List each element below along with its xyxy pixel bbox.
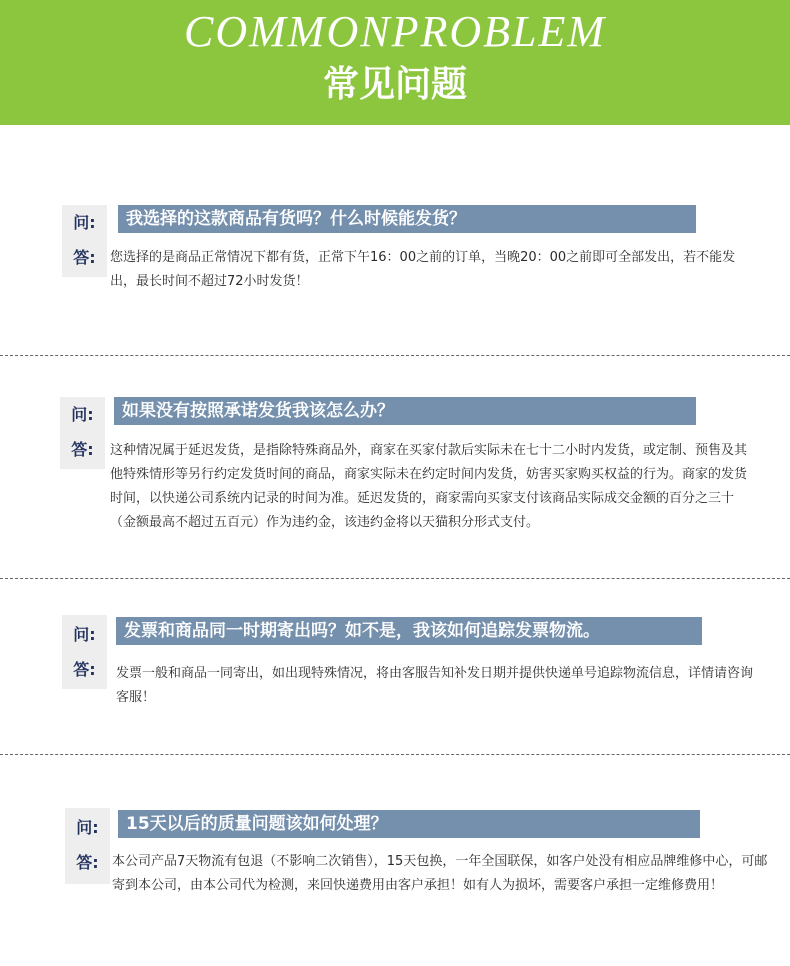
qa-badge	[65, 808, 110, 884]
faq-answer-3: 发票一般和商品一同寄出，如出现特殊情况，将由客服告知补发日期并提供快递单号追踪物流信息，详情请咨询客服！	[116, 666, 754, 705]
dashed-divider	[0, 355, 790, 356]
answer-label: 答:	[76, 853, 99, 872]
faq-answer-1: 您选择的是商品正常情况下都有货，正常下午16：00之前的订单，当晚20：00之前即可全部发出，若不能发出，最长时间不超过72小时发货！	[110, 250, 736, 289]
answer-label: 答:	[73, 248, 96, 267]
faq-answer-2: 这种情况属于延迟发货，是指除特殊商品外，商家在买家付款后实际未在七十二小时内发货，或定制、预售及其他特殊情形等另行约定发货时间的商品，商家实际未在约定时间内发货，妨害买家购买权益的行为。商家的发货时间，以快递公司系统内记录的时间为准。延迟发货的，商家需向买家支付该商品实际成交金额的百分之三十（金额最高不超过五百元）作为违约金，该违约金将以天猫积分形式支付。	[110, 443, 748, 530]
qa-badge	[62, 615, 107, 689]
banner-title-chinese: 常见问题	[322, 64, 467, 105]
qa-badge	[62, 205, 107, 277]
answer-label: 答:	[73, 660, 96, 679]
faq-question-4: 15天以后的质量问题该如何处理？	[118, 810, 700, 838]
faq-question-3: 发票和商品同一时期寄出吗？如不是，我该如何追踪发票物流。	[116, 617, 702, 645]
faq-answer-4: 本公司产品7天物流有包退（不影响二次销售），15天包换，一年全国联保，如客户处没有相应品牌维修中心，可邮寄到本公司，由本公司代为检测，来回快递费用由客户承担！如有人为损坏，需要客户承担一定维修费用！	[112, 854, 768, 893]
question-label: 问:	[76, 818, 99, 837]
qa-badge	[60, 397, 105, 469]
dashed-divider	[0, 754, 790, 755]
faq-question-1: 我选择的这款商品有货吗？什么时候能发货？	[118, 205, 696, 233]
faq-question-2: 如果没有按照承诺发货我该怎么办？	[114, 397, 696, 425]
dashed-divider	[0, 578, 790, 579]
question-label: 问:	[73, 625, 96, 644]
question-label: 问:	[71, 405, 94, 424]
banner-title-english: COMMONPROBLEM	[184, 7, 606, 56]
header-banner	[0, 0, 790, 125]
question-label: 问:	[73, 213, 96, 232]
answer-label: 答:	[71, 440, 94, 459]
